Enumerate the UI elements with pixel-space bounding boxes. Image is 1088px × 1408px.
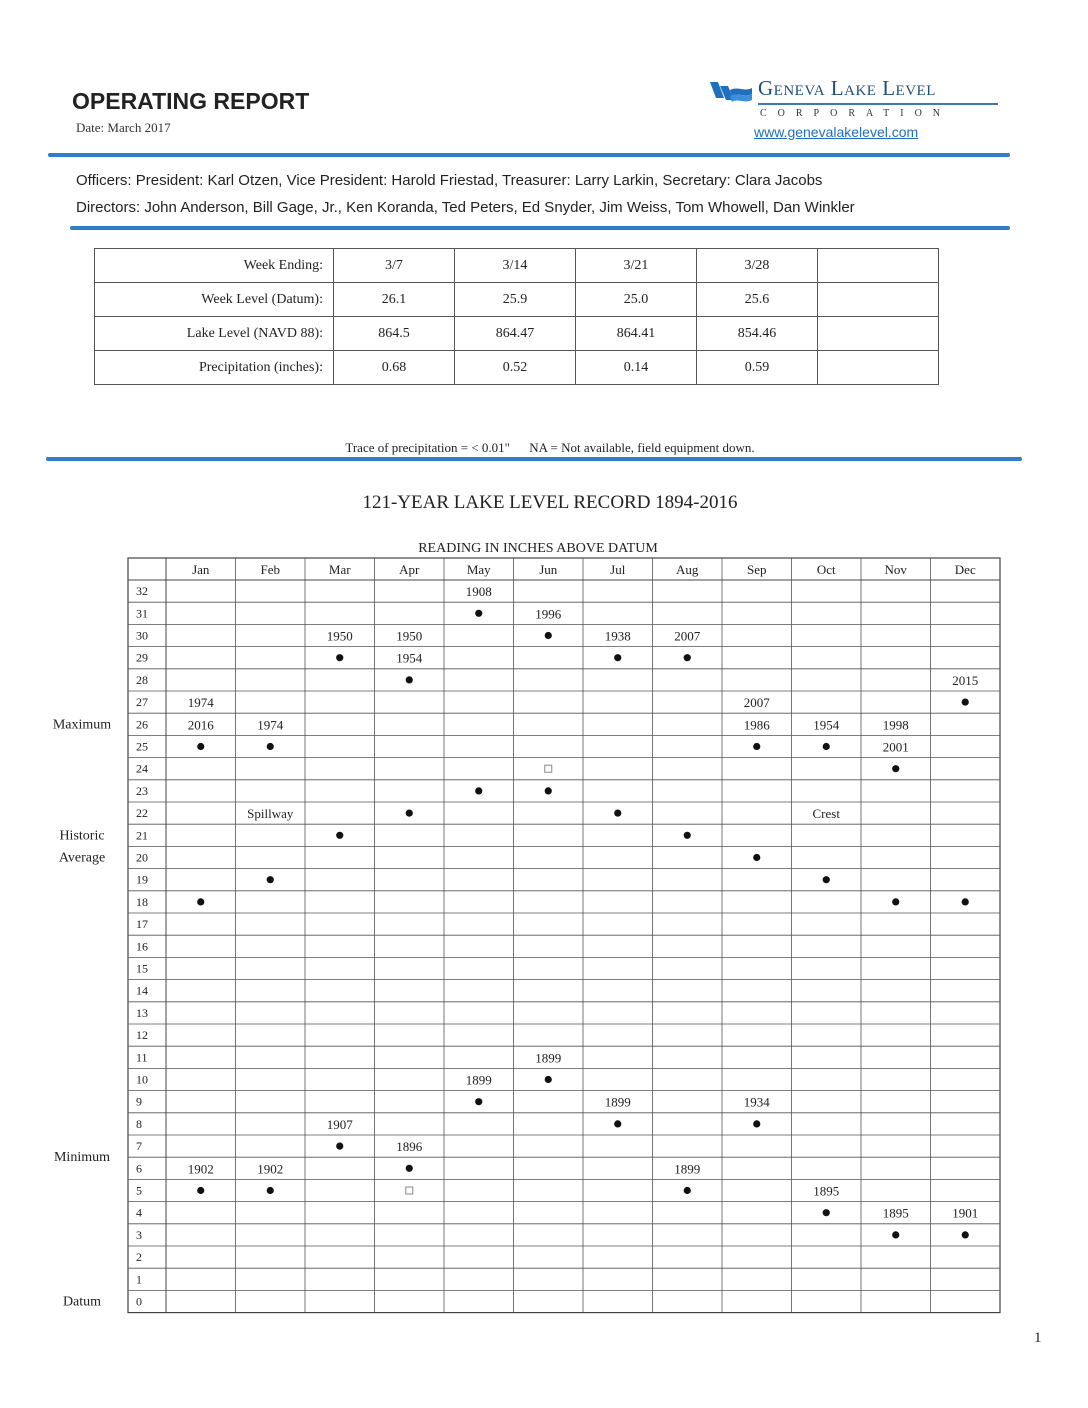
table-row bbox=[95, 351, 939, 385]
year-label: 1986 bbox=[743, 717, 770, 733]
month-header: Nov bbox=[884, 562, 907, 577]
y-tick-label: 8 bbox=[136, 1116, 142, 1131]
row-label: Minimum bbox=[53, 1150, 111, 1166]
logo-corporation: CORPORATION bbox=[760, 108, 952, 119]
year-label: 1901 bbox=[952, 1205, 979, 1221]
data-point bbox=[614, 1120, 621, 1127]
table-cell: 25.6 bbox=[697, 283, 818, 317]
y-tick-label: 24 bbox=[136, 761, 148, 776]
website-link[interactable]: www.genevalakelevel.com bbox=[754, 124, 919, 140]
month-header: Jun bbox=[539, 562, 558, 577]
data-point bbox=[475, 610, 482, 617]
year-label: 2007 bbox=[743, 695, 770, 711]
data-point bbox=[614, 654, 621, 661]
table-row bbox=[95, 317, 939, 351]
table-cell: 0.14 bbox=[576, 351, 697, 385]
data-point bbox=[197, 1187, 204, 1194]
y-tick-label: 20 bbox=[136, 850, 148, 865]
row-label: Lake Level (NAVD 88): bbox=[95, 317, 334, 351]
waves-logo-icon bbox=[708, 78, 754, 102]
row-label: Maximum bbox=[52, 717, 112, 733]
year-label: 1938 bbox=[604, 628, 631, 644]
page-title: OPERATING REPORT bbox=[72, 88, 310, 114]
data-point bbox=[892, 898, 899, 905]
y-tick-label: 21 bbox=[136, 828, 148, 843]
year-label: 1950 bbox=[326, 628, 353, 644]
month-header: Jul bbox=[610, 562, 626, 577]
data-point bbox=[614, 810, 621, 817]
table-cell: 3/14 bbox=[455, 249, 576, 283]
table-row bbox=[95, 249, 939, 283]
people-divider bbox=[70, 226, 1010, 230]
row-label: Precipitation (inches): bbox=[95, 351, 334, 385]
year-label: 2001 bbox=[882, 739, 909, 755]
y-tick-label: 28 bbox=[136, 672, 148, 687]
year-label: 2007 bbox=[674, 628, 701, 644]
month-header: Aug bbox=[676, 562, 699, 577]
data-point bbox=[267, 1187, 274, 1194]
y-tick-label: 4 bbox=[136, 1205, 142, 1220]
na-note: NA = Not available, field equipment down. bbox=[529, 440, 755, 455]
table-cell: 0.68 bbox=[334, 351, 455, 385]
data-point bbox=[336, 654, 343, 661]
data-point bbox=[684, 832, 691, 839]
table-cell: 864.47 bbox=[455, 317, 576, 351]
year-label: 2016 bbox=[187, 717, 214, 733]
table-cell: 3/28 bbox=[697, 249, 818, 283]
y-tick-label: 12 bbox=[136, 1028, 148, 1043]
reference-label: Spillway bbox=[247, 806, 294, 822]
table-cell bbox=[818, 249, 939, 283]
data-point bbox=[197, 743, 204, 750]
notes-divider bbox=[46, 457, 1022, 461]
table-cell: 25.0 bbox=[576, 283, 697, 317]
y-tick-label: 0 bbox=[136, 1294, 142, 1309]
record-subtitle: READING IN INCHES ABOVE DATUM bbox=[418, 541, 658, 556]
current-marker bbox=[545, 765, 552, 772]
y-tick-label: 11 bbox=[136, 1050, 148, 1065]
trace-note: Trace of precipitation = < 0.01" bbox=[345, 440, 510, 455]
logo-company-name: Geneva Lake Level bbox=[758, 76, 936, 100]
month-header: Jan bbox=[192, 562, 210, 577]
y-tick-label: 9 bbox=[136, 1094, 142, 1109]
y-tick-label: 27 bbox=[136, 695, 148, 710]
year-label: 1954 bbox=[396, 650, 423, 666]
precipitation-notes bbox=[0, 440, 1088, 456]
month-header: May bbox=[466, 562, 491, 577]
month-header: Oct bbox=[816, 562, 836, 577]
y-tick-label: 2 bbox=[136, 1250, 142, 1265]
table-cell: 864.5 bbox=[334, 317, 455, 351]
data-point bbox=[475, 787, 482, 794]
year-label: 1899 bbox=[465, 1072, 492, 1088]
y-tick-label: 17 bbox=[136, 917, 148, 932]
y-tick-label: 23 bbox=[136, 783, 148, 798]
data-point bbox=[197, 898, 204, 905]
year-label: 1899 bbox=[535, 1050, 562, 1066]
table-cell: 3/7 bbox=[334, 249, 455, 283]
year-label: 1895 bbox=[813, 1183, 840, 1199]
y-tick-label: 3 bbox=[136, 1227, 142, 1242]
row-label: Datum bbox=[62, 1294, 102, 1310]
year-label: 1950 bbox=[396, 628, 423, 644]
data-point bbox=[823, 876, 830, 883]
data-point bbox=[406, 810, 413, 817]
data-point bbox=[406, 676, 413, 683]
data-point bbox=[753, 854, 760, 861]
year-label: 1896 bbox=[396, 1139, 423, 1155]
y-tick-label: 26 bbox=[136, 717, 148, 732]
year-label: 1908 bbox=[465, 584, 492, 600]
y-tick-label: 29 bbox=[136, 650, 148, 665]
y-tick-label: 31 bbox=[136, 606, 148, 621]
table-cell: 25.9 bbox=[455, 283, 576, 317]
report-date: Date: March 2017 bbox=[76, 120, 171, 135]
data-point bbox=[475, 1098, 482, 1105]
data-point bbox=[545, 632, 552, 639]
table-cell: 0.59 bbox=[697, 351, 818, 385]
year-label: 1895 bbox=[882, 1205, 909, 1221]
current-marker bbox=[406, 1187, 413, 1194]
table-row bbox=[95, 283, 939, 317]
record-title: 121-YEAR LAKE LEVEL RECORD 1894-2016 bbox=[362, 492, 738, 513]
y-tick-label: 22 bbox=[136, 806, 148, 821]
data-point bbox=[753, 743, 760, 750]
reference-label: Crest bbox=[812, 806, 840, 822]
y-tick-label: 19 bbox=[136, 872, 148, 887]
lake-level-record-chart bbox=[0, 530, 1088, 1330]
data-point bbox=[267, 876, 274, 883]
y-tick-label: 13 bbox=[136, 1005, 148, 1020]
company-logo bbox=[708, 74, 1008, 144]
year-label: 1998 bbox=[882, 717, 909, 733]
row-label: Week Ending: bbox=[95, 249, 334, 283]
table-cell bbox=[818, 317, 939, 351]
data-point bbox=[684, 654, 691, 661]
month-header: Apr bbox=[399, 562, 420, 577]
year-label: 1954 bbox=[813, 717, 840, 733]
directors-line: Directors: John Anderson, Bill Gage, Jr., Ken Koranda, Ted Peters, Ed Snyder, Jim Weiss, Tom Whowell, Dan Winkler bbox=[76, 199, 855, 216]
row-label: Average bbox=[58, 850, 106, 866]
year-label: 1934 bbox=[743, 1094, 770, 1110]
table-cell: 864.41 bbox=[576, 317, 697, 351]
y-tick-label: 30 bbox=[136, 628, 148, 643]
data-point bbox=[545, 1076, 552, 1083]
data-point bbox=[267, 743, 274, 750]
data-point bbox=[545, 787, 552, 794]
row-label: Week Level (Datum): bbox=[95, 283, 334, 317]
data-point bbox=[336, 832, 343, 839]
y-tick-label: 5 bbox=[136, 1183, 142, 1198]
table-cell: 0.52 bbox=[455, 351, 576, 385]
year-label: 1902 bbox=[257, 1161, 284, 1177]
year-label: 2015 bbox=[952, 672, 979, 688]
data-point bbox=[962, 1231, 969, 1238]
weekly-level-table bbox=[94, 248, 939, 385]
data-point bbox=[753, 1120, 760, 1127]
table-cell: 854.46 bbox=[697, 317, 818, 351]
table-cell bbox=[818, 351, 939, 385]
month-header: Sep bbox=[747, 562, 767, 577]
year-label: 1902 bbox=[187, 1161, 214, 1177]
year-label: 1974 bbox=[257, 717, 284, 733]
year-label: 1974 bbox=[187, 695, 214, 711]
data-point bbox=[962, 898, 969, 905]
logo-underline bbox=[758, 103, 998, 105]
y-tick-label: 14 bbox=[136, 983, 148, 998]
year-label: 1907 bbox=[326, 1116, 353, 1132]
y-tick-label: 7 bbox=[136, 1139, 142, 1154]
data-point bbox=[823, 1209, 830, 1216]
data-point bbox=[823, 743, 830, 750]
y-tick-label: 18 bbox=[136, 894, 148, 909]
row-label: Historic bbox=[59, 828, 105, 844]
data-point bbox=[892, 1231, 899, 1238]
table-cell: 3/21 bbox=[576, 249, 697, 283]
month-header: Feb bbox=[260, 562, 280, 577]
month-header: Dec bbox=[954, 562, 976, 577]
data-point bbox=[684, 1187, 691, 1194]
y-tick-label: 10 bbox=[136, 1072, 148, 1087]
y-tick-label: 1 bbox=[136, 1272, 142, 1287]
table-cell: 26.1 bbox=[334, 283, 455, 317]
page-number: 1 bbox=[1034, 1330, 1042, 1346]
table-cell bbox=[818, 283, 939, 317]
data-point bbox=[336, 1143, 343, 1150]
y-tick-label: 6 bbox=[136, 1161, 142, 1176]
y-tick-label: 16 bbox=[136, 939, 148, 954]
year-label: 1899 bbox=[604, 1094, 631, 1110]
year-label: 1996 bbox=[535, 606, 562, 622]
data-point bbox=[962, 699, 969, 706]
y-tick-label: 25 bbox=[136, 739, 148, 754]
officers-line: Officers: President: Karl Otzen, Vice President: Harold Friestad, Treasurer: Larry Larkin, Secretary: Clara Jacobs bbox=[76, 172, 823, 189]
y-tick-label: 32 bbox=[136, 584, 148, 599]
data-point bbox=[406, 1165, 413, 1172]
month-header: Mar bbox=[328, 562, 351, 577]
y-tick-label: 15 bbox=[136, 961, 148, 976]
header-divider bbox=[48, 153, 1010, 157]
year-label: 1899 bbox=[674, 1161, 701, 1177]
data-point bbox=[892, 765, 899, 772]
